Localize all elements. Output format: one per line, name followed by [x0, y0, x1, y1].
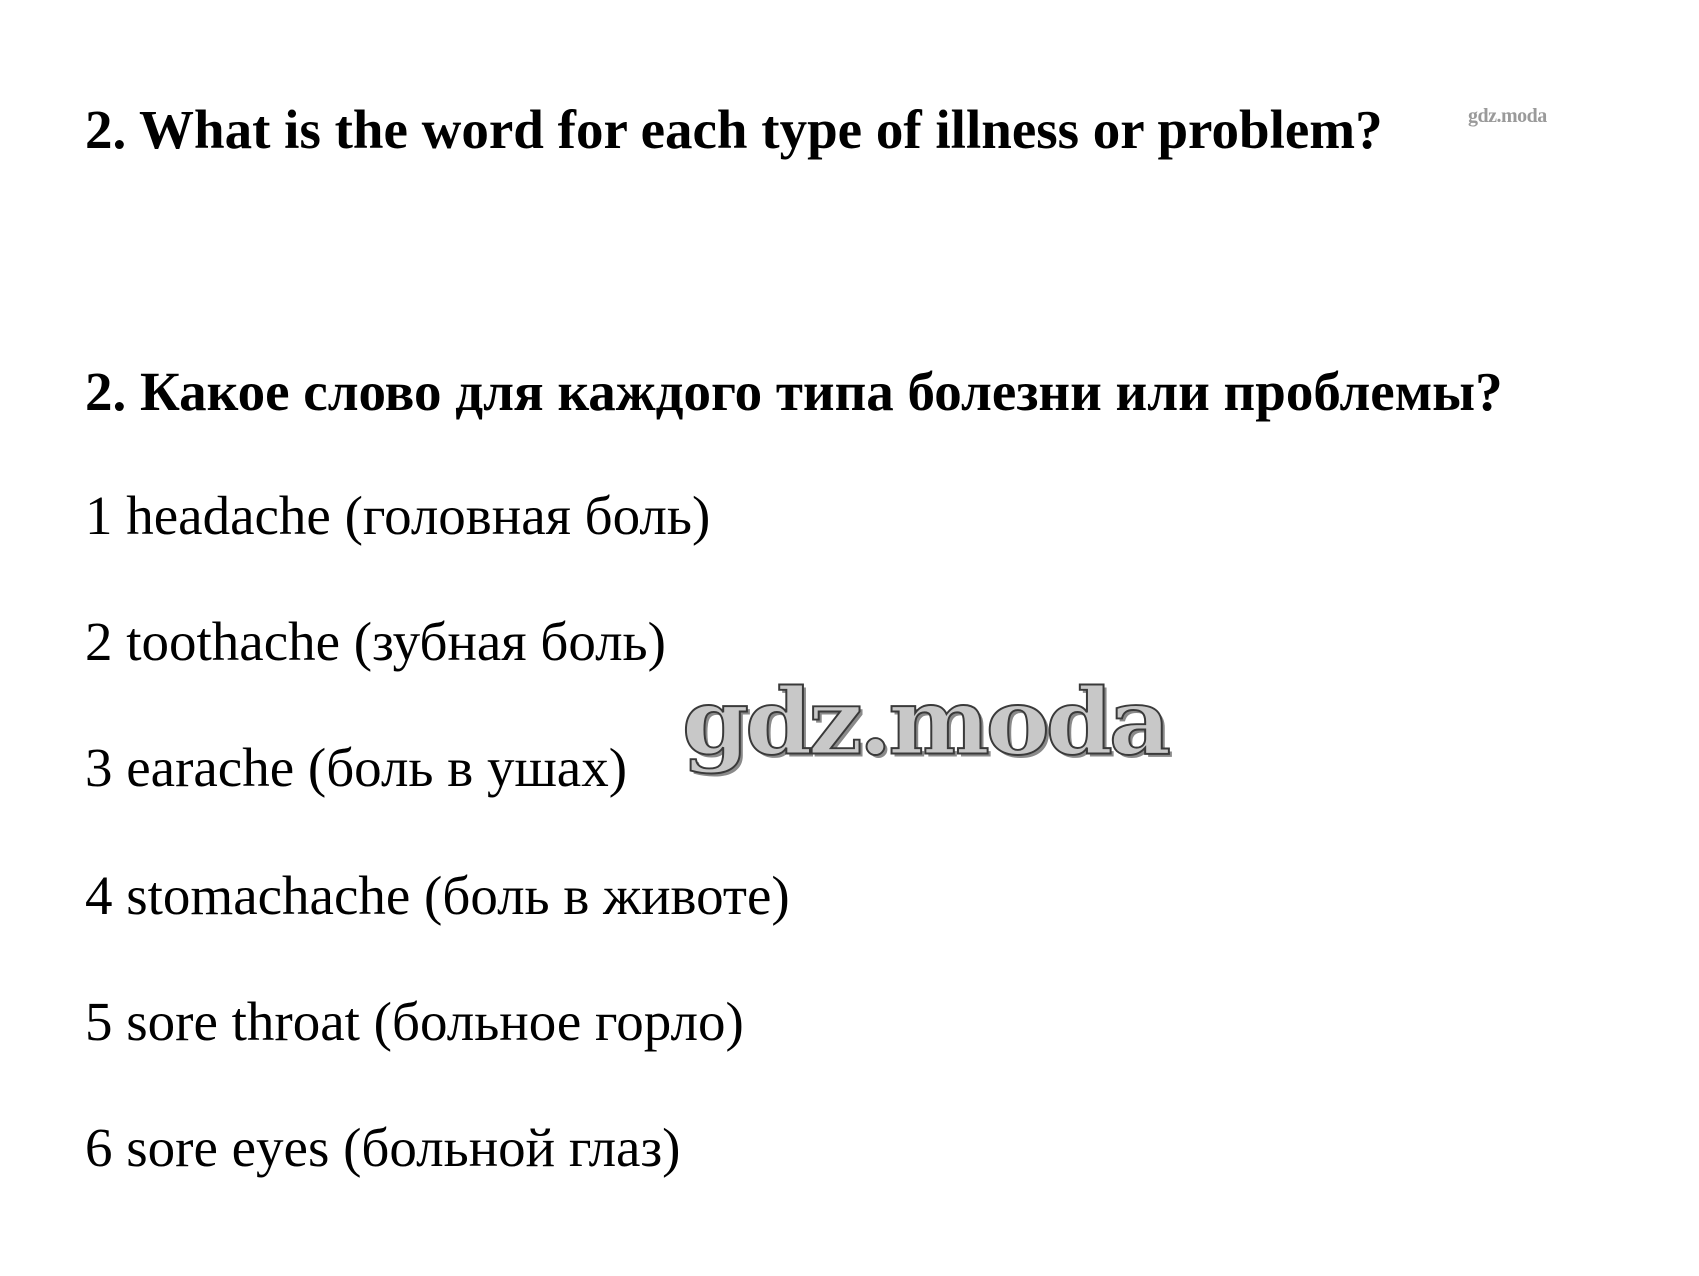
answer-translation: (боль в животе) [424, 865, 790, 926]
task-title-english: 2. What is the word for each type of illness or problem? [85, 99, 1383, 160]
watermark-large: gdz.moda [682, 668, 1168, 776]
answer-word: sore eyes [126, 1117, 330, 1178]
answer-translation: (головная боль) [344, 485, 711, 546]
answer-word: stomachache [126, 865, 411, 926]
answer-number: 2 [85, 611, 113, 672]
answer-number: 6 [85, 1117, 113, 1178]
answer-word: earache [126, 737, 295, 798]
answer-word: toothache [126, 611, 341, 672]
answer-translation: (больной глаз) [343, 1117, 681, 1178]
answer-number: 4 [85, 865, 113, 926]
answer-number: 3 [85, 737, 113, 798]
watermark-small: gdz.moda [1468, 105, 1547, 127]
answer-item-5 [85, 991, 744, 1052]
answer-translation: (больное горло) [373, 991, 744, 1052]
answer-item-4 [85, 865, 790, 926]
answer-item-3 [85, 737, 628, 798]
answer-item-6 [85, 1117, 681, 1178]
answer-word: sore throat [126, 991, 360, 1052]
answer-item-1 [85, 485, 711, 546]
answer-translation: (зубная боль) [353, 611, 666, 672]
answer-number: 5 [85, 991, 113, 1052]
answer-item-2 [85, 611, 666, 672]
answer-number: 1 [85, 485, 113, 546]
answer-translation: (боль в ушах) [307, 737, 628, 798]
task-title-russian: 2. Какое слово для каждого типа болезни или проблемы? [85, 361, 1503, 422]
answer-word: headache [126, 485, 331, 546]
